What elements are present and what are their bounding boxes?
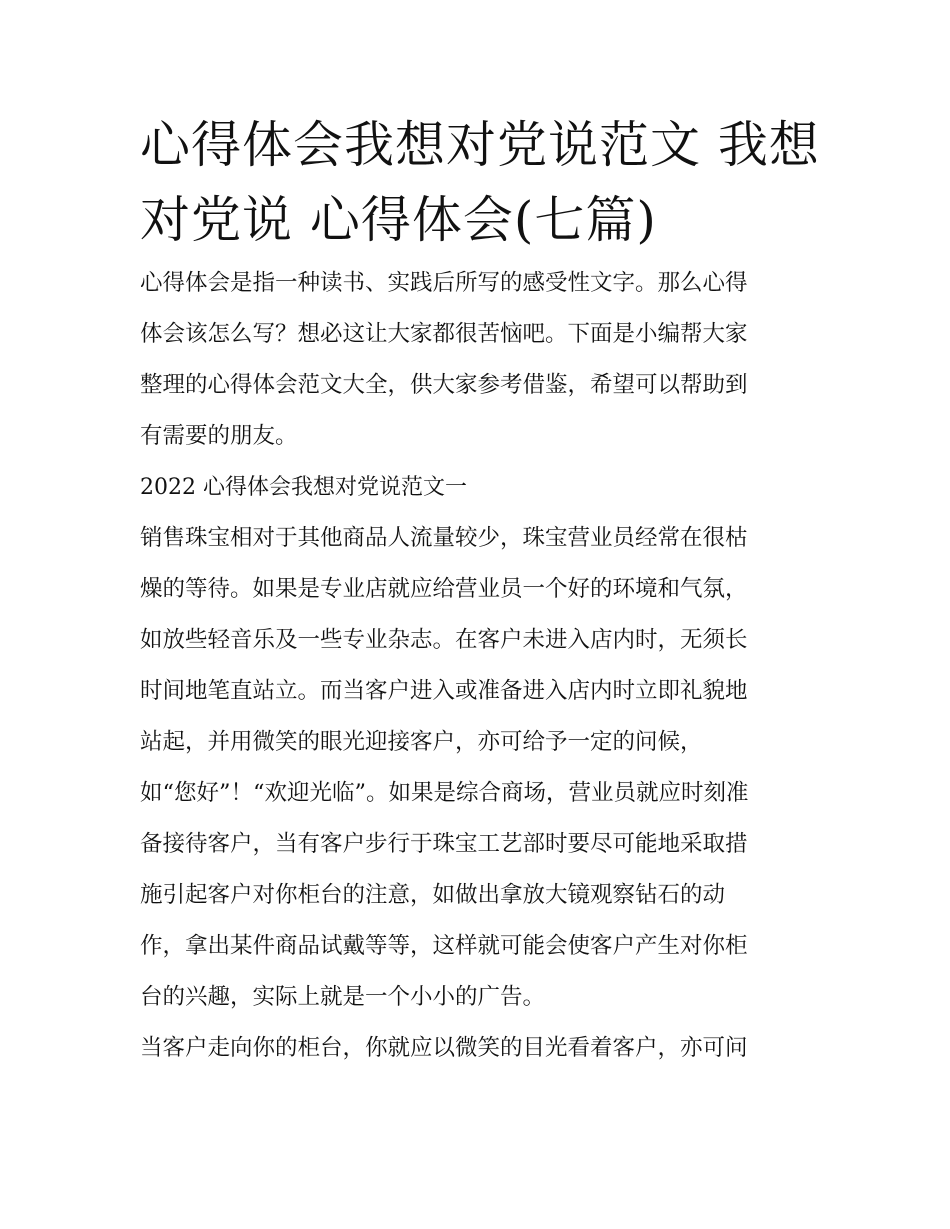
intro-line: 体会该怎么写？想必这让大家都很苦恼吧。下面是小编帮大家 xyxy=(140,321,748,347)
body-line: 作，拿出某件商品试戴等等，这样就可能会使客户产生对你柜 xyxy=(140,933,748,959)
body-line: 台的兴趣，实际上就是一个小小的广告。 xyxy=(140,984,546,1010)
continuation-paragraph xyxy=(140,1023,815,1074)
section-heading-text: 2022 心得体会我想对党说范文一 xyxy=(140,475,467,500)
intro-paragraph xyxy=(140,258,815,462)
intro-line: 有需要的朋友。 xyxy=(140,423,298,449)
continuation-line: 当客户走向你的柜台，你就应以微笑的目光看着客户，亦可问 xyxy=(140,1035,748,1061)
body-line: 备接待客户，当有客户步行于珠宝工艺部时要尽可能地采取措 xyxy=(140,831,748,857)
body-line: 销售珠宝相对于其他商品人流量较少，珠宝营业员经常在很枯 xyxy=(140,525,748,551)
intro-line: 心得体会是指一种读书、实践后所写的感受性文字。那么心得 xyxy=(140,270,748,296)
body-line: 燥的等待。如果是专业店就应给营业员一个好的环境和气氛， xyxy=(140,576,748,602)
body-paragraph xyxy=(140,513,815,1023)
section-heading xyxy=(140,462,815,513)
body-line: 站起，并用微笑的眼光迎接客户，亦可给予一定的问候， xyxy=(140,729,703,755)
intro-line: 整理的心得体会范文大全，供大家参考借鉴，希望可以帮助到 xyxy=(140,372,748,398)
document-title xyxy=(140,108,820,258)
body-line: 如放些轻音乐及一些专业杂志。在客户未进入店内时，无须长 xyxy=(140,627,748,653)
title-line: 对党说 心得体会(七篇) xyxy=(140,191,657,249)
document-content xyxy=(140,108,820,1074)
body-line: 时间地笔直站立。而当客户进入或准备进入店内时立即礼貌地 xyxy=(140,678,748,704)
body-line: 如“您好”！“欢迎光临”。如果是综合商场，营业员就应时刻准 xyxy=(140,780,749,806)
title-line: 心得体会我想对党说范文 我想 xyxy=(140,116,820,174)
body-line: 施引起客户对你柜台的注意，如做出拿放大镜观察钻石的动 xyxy=(140,882,726,908)
